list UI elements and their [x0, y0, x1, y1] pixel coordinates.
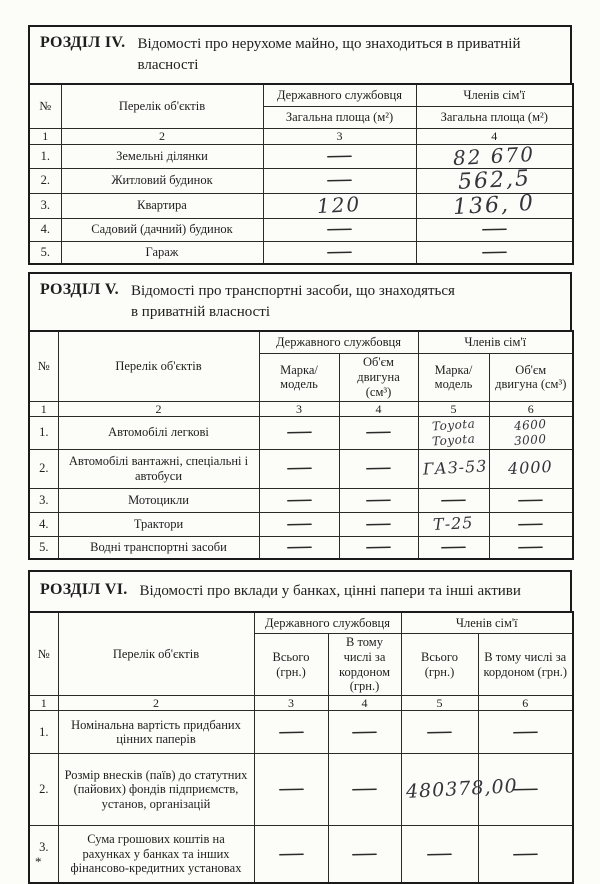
- section-vi: [28, 570, 572, 884]
- handwritten-dash: —: [284, 492, 314, 508]
- object-label: Житловий будинок: [61, 168, 263, 193]
- handwritten-dash: —: [276, 724, 306, 741]
- column-numbers-row: [29, 401, 573, 416]
- handwritten-dash: —: [364, 425, 393, 441]
- cell-official-abroad: [328, 711, 401, 754]
- column-number: 2: [58, 401, 259, 416]
- row-number: 3. *: [29, 826, 58, 883]
- handwritten-dash: —: [510, 782, 540, 798]
- handwritten-dash: —: [325, 148, 354, 165]
- column-number: 5: [401, 696, 478, 711]
- cell-official-make: [259, 417, 339, 450]
- handwritten-dash: —: [364, 516, 393, 532]
- section-v-heading: РОЗДІЛ V.: [40, 281, 119, 298]
- handwritten-value: 120: [316, 192, 363, 219]
- cell-official-area: [263, 144, 416, 168]
- cell-official-make: [259, 488, 339, 512]
- table-row: [29, 144, 573, 168]
- cell-official-area: [263, 193, 416, 218]
- col-header-objects: Перелік об'єктів: [58, 612, 254, 696]
- row-number: 1.: [29, 417, 58, 450]
- cell-official-volume: [339, 449, 418, 488]
- handwritten-dash: —: [350, 724, 379, 741]
- table-row: [29, 512, 573, 536]
- col-header-official-group: Державного службовця: [254, 612, 401, 634]
- handwritten-dash: —: [284, 516, 314, 532]
- table-row: [29, 488, 573, 512]
- handwritten-dash: —: [284, 425, 314, 441]
- column-number: 4: [328, 696, 401, 711]
- col-header-family-volume: Об'єм двигуна (см³): [489, 353, 573, 401]
- col-header-official-total: Всього (грн.): [254, 634, 328, 696]
- object-label: Гараж: [61, 241, 263, 264]
- column-number: 2: [61, 128, 263, 144]
- cell-official-abroad: [328, 826, 401, 883]
- handwritten-value: 3000: [514, 431, 548, 448]
- handwritten-value: Т-25: [432, 512, 475, 534]
- cell-official-volume: [339, 512, 418, 536]
- section-iv-title-line: Відомості про нерухоме майно, що знаходиться в приватній: [137, 36, 521, 52]
- handwritten-value: 4000: [507, 456, 554, 479]
- column-numbers-row: [29, 128, 573, 144]
- handwritten-dash: —: [479, 221, 509, 238]
- section-v: [28, 272, 572, 560]
- handwritten-value: 136, 0: [452, 190, 536, 220]
- row-number: 1.: [29, 711, 58, 754]
- cell-family-total: [401, 826, 478, 883]
- column-numbers-row: [29, 696, 573, 711]
- handwritten-value: 480378,00: [404, 775, 518, 804]
- cell-official-abroad: [328, 754, 401, 826]
- cell-official-volume: [339, 488, 418, 512]
- col-header-official-group: Державного службовця: [263, 84, 416, 106]
- cell-family-make: [418, 417, 489, 450]
- col-header-num: №: [29, 84, 61, 128]
- handwritten-dash: —: [479, 244, 509, 261]
- table-row: [29, 417, 573, 450]
- handwritten-dash: —: [425, 846, 454, 862]
- column-number: 1: [29, 128, 61, 144]
- cell-family-make: [418, 488, 489, 512]
- handwritten-dash: —: [439, 539, 468, 556]
- section-iv-table: [28, 83, 574, 265]
- handwritten-dash: —: [350, 782, 379, 798]
- column-number: 6: [489, 401, 573, 416]
- object-label: Автомобілі легкові: [58, 417, 259, 450]
- cell-official-make: [259, 449, 339, 488]
- object-label: Садовий (дачний) будинок: [61, 218, 263, 241]
- handwritten-value: 82 670: [452, 141, 536, 171]
- cell-family-area: [416, 218, 573, 241]
- col-header-official-volume: Об'єм двигуна (см³): [339, 353, 418, 401]
- cell-family-make: [418, 512, 489, 536]
- section-v-table: [28, 330, 574, 560]
- handwritten-value: 562,5: [457, 165, 532, 195]
- cell-official-volume: [339, 417, 418, 450]
- cell-family-abroad: [478, 711, 573, 754]
- col-header-official-group: Державного службовця: [259, 331, 418, 353]
- table-row: [29, 241, 573, 264]
- cell-family-volume: [489, 488, 573, 512]
- column-number: 3: [259, 401, 339, 416]
- cell-family-total: [401, 711, 478, 754]
- handwritten-dash: —: [350, 846, 379, 862]
- handwritten-value: Toyota: [431, 431, 476, 449]
- cell-family-volume: [489, 449, 573, 488]
- col-header-family-area: Загальна площа (м²): [416, 106, 573, 128]
- col-header-family-total: Всього (грн.): [401, 634, 478, 696]
- row-number: 5.: [29, 241, 61, 264]
- col-header-family-group: Членів сім'ї: [418, 331, 573, 353]
- object-label: Земельні ділянки: [61, 144, 263, 168]
- object-label: Мотоцикли: [58, 488, 259, 512]
- cell-official-area: [263, 218, 416, 241]
- table-row: [29, 449, 573, 488]
- row-number: 2.: [29, 168, 61, 193]
- section-vi-heading: РОЗДІЛ VI.: [40, 581, 128, 598]
- table-row: [29, 826, 573, 883]
- handwritten-dash: —: [510, 846, 540, 862]
- handwritten-dash: —: [516, 492, 546, 508]
- col-header-family-group: Членів сім'ї: [416, 84, 573, 106]
- section-iv: [28, 25, 572, 265]
- section-v-title-line: в приватній власності: [130, 303, 270, 320]
- col-header-official-area: Загальна площа (м²): [263, 106, 416, 128]
- handwritten-dash: —: [276, 782, 306, 798]
- row-number: 3.: [29, 193, 61, 218]
- handwritten-dash: —: [284, 539, 314, 556]
- handwritten-dash: —: [364, 460, 393, 477]
- col-header-objects: Перелік об'єктів: [58, 331, 259, 401]
- handwritten-dash: —: [276, 846, 306, 862]
- cell-official-volume: [339, 536, 418, 559]
- section-v-title-box: [28, 272, 572, 332]
- table-row: [29, 754, 573, 826]
- handwritten-dash: —: [439, 492, 468, 508]
- table-row: [29, 711, 573, 754]
- cell-family-area: [416, 190, 573, 220]
- section-vi-title-box: [28, 570, 572, 613]
- col-header-family-make: Марка/ модель: [418, 353, 489, 401]
- column-number: 4: [416, 128, 573, 144]
- handwritten-value: Toyota: [431, 416, 476, 434]
- table-row: [29, 218, 573, 241]
- cell-official-total: [254, 826, 328, 883]
- handwritten-dash: —: [510, 724, 540, 741]
- object-label: Номінальна вартість придбаних цінних паперів: [58, 711, 254, 754]
- section-iv-title-box: [28, 25, 572, 85]
- col-header-num: №: [29, 331, 58, 401]
- column-number: 1: [29, 696, 58, 711]
- col-header-num: №: [29, 612, 58, 696]
- table-row: [29, 168, 573, 193]
- column-number: 3: [254, 696, 328, 711]
- cell-family-volume: [489, 536, 573, 559]
- column-number: 2: [58, 696, 254, 711]
- cell-family-total: [401, 754, 518, 826]
- handwritten-dash: —: [325, 172, 354, 189]
- handwritten-dash: —: [284, 460, 314, 477]
- section-vi-table: [28, 611, 574, 884]
- column-number: 1: [29, 401, 58, 416]
- column-number: 3: [263, 128, 416, 144]
- handwritten-dash: —: [364, 539, 393, 556]
- cell-family-abroad: [478, 826, 573, 883]
- handwritten-dash: —: [325, 244, 354, 261]
- handwritten-value: 4600: [514, 416, 548, 434]
- cell-family-area: [416, 141, 573, 171]
- row-number: 1.: [29, 144, 61, 168]
- section-vi-title: [140, 581, 521, 602]
- object-label: Автомобілі вантажні, спеціальні і автобуси: [58, 449, 259, 488]
- cell-official-make: [259, 512, 339, 536]
- handwritten-dash: —: [325, 221, 354, 238]
- column-number: 6: [478, 696, 573, 711]
- cell-official-total: [254, 711, 328, 754]
- section-iv-heading: РОЗДІЛ IV.: [40, 34, 126, 51]
- cell-family-volume: [489, 417, 573, 450]
- column-number: 4: [339, 401, 418, 416]
- row-number: 3.: [29, 488, 58, 512]
- col-header-family-abroad: В тому числі за кордоном (грн.): [478, 634, 573, 696]
- handwritten-dash: —: [516, 516, 546, 532]
- section-v-title-line: Відомості про транспортні засоби, що знаходяться: [130, 283, 455, 299]
- handwritten-dash: —: [364, 492, 393, 508]
- col-header-family-group: Членів сім'ї: [401, 612, 573, 634]
- cell-family-volume: [489, 512, 573, 536]
- cell-family-area: [416, 241, 573, 264]
- column-number: 5: [418, 401, 489, 416]
- object-label: Сума грошових коштів на рахунках у банках та інших фінансово-кредитних установах: [58, 826, 254, 883]
- table-row: [29, 536, 573, 559]
- row-number: 4.: [29, 218, 61, 241]
- col-header-objects: Перелік об'єктів: [61, 84, 263, 128]
- handwritten-dash: —: [425, 724, 454, 741]
- object-label: Розмір внесків (паїв) до статутних (пайових) фондів підприємств, установ, організацій: [58, 754, 254, 826]
- cell-family-make: [418, 536, 489, 559]
- row-number: 2.: [29, 754, 58, 826]
- row-number: 5.: [29, 536, 58, 559]
- table-row: [29, 193, 573, 218]
- object-label: Квартира: [61, 193, 263, 218]
- cell-official-area: [263, 168, 416, 193]
- cell-family-area: [416, 165, 573, 195]
- col-header-official-abroad: В тому числі за кордоном (грн.): [328, 634, 401, 696]
- cell-official-total: [254, 754, 328, 826]
- row-number: 2.: [29, 449, 58, 488]
- handwritten-dash: —: [516, 539, 546, 556]
- section-iv-title-line: власності: [137, 56, 199, 73]
- cell-family-make: [418, 449, 489, 488]
- section-iv-title: [137, 34, 520, 75]
- row-number: 4.: [29, 512, 58, 536]
- col-header-official-make: Марка/ модель: [259, 353, 339, 401]
- section-vi-title-line: Відомості про вклади у банках, цінні папери та інші активи: [139, 583, 521, 599]
- cell-official-make: [259, 536, 339, 559]
- cell-official-area: [263, 241, 416, 264]
- handwritten-value: ГАЗ-53: [422, 456, 488, 479]
- object-label: Водні транспортні засоби: [58, 536, 259, 559]
- row-number-footnote: *: [35, 853, 42, 869]
- object-label: Трактори: [58, 512, 259, 536]
- section-v-title: [131, 281, 455, 322]
